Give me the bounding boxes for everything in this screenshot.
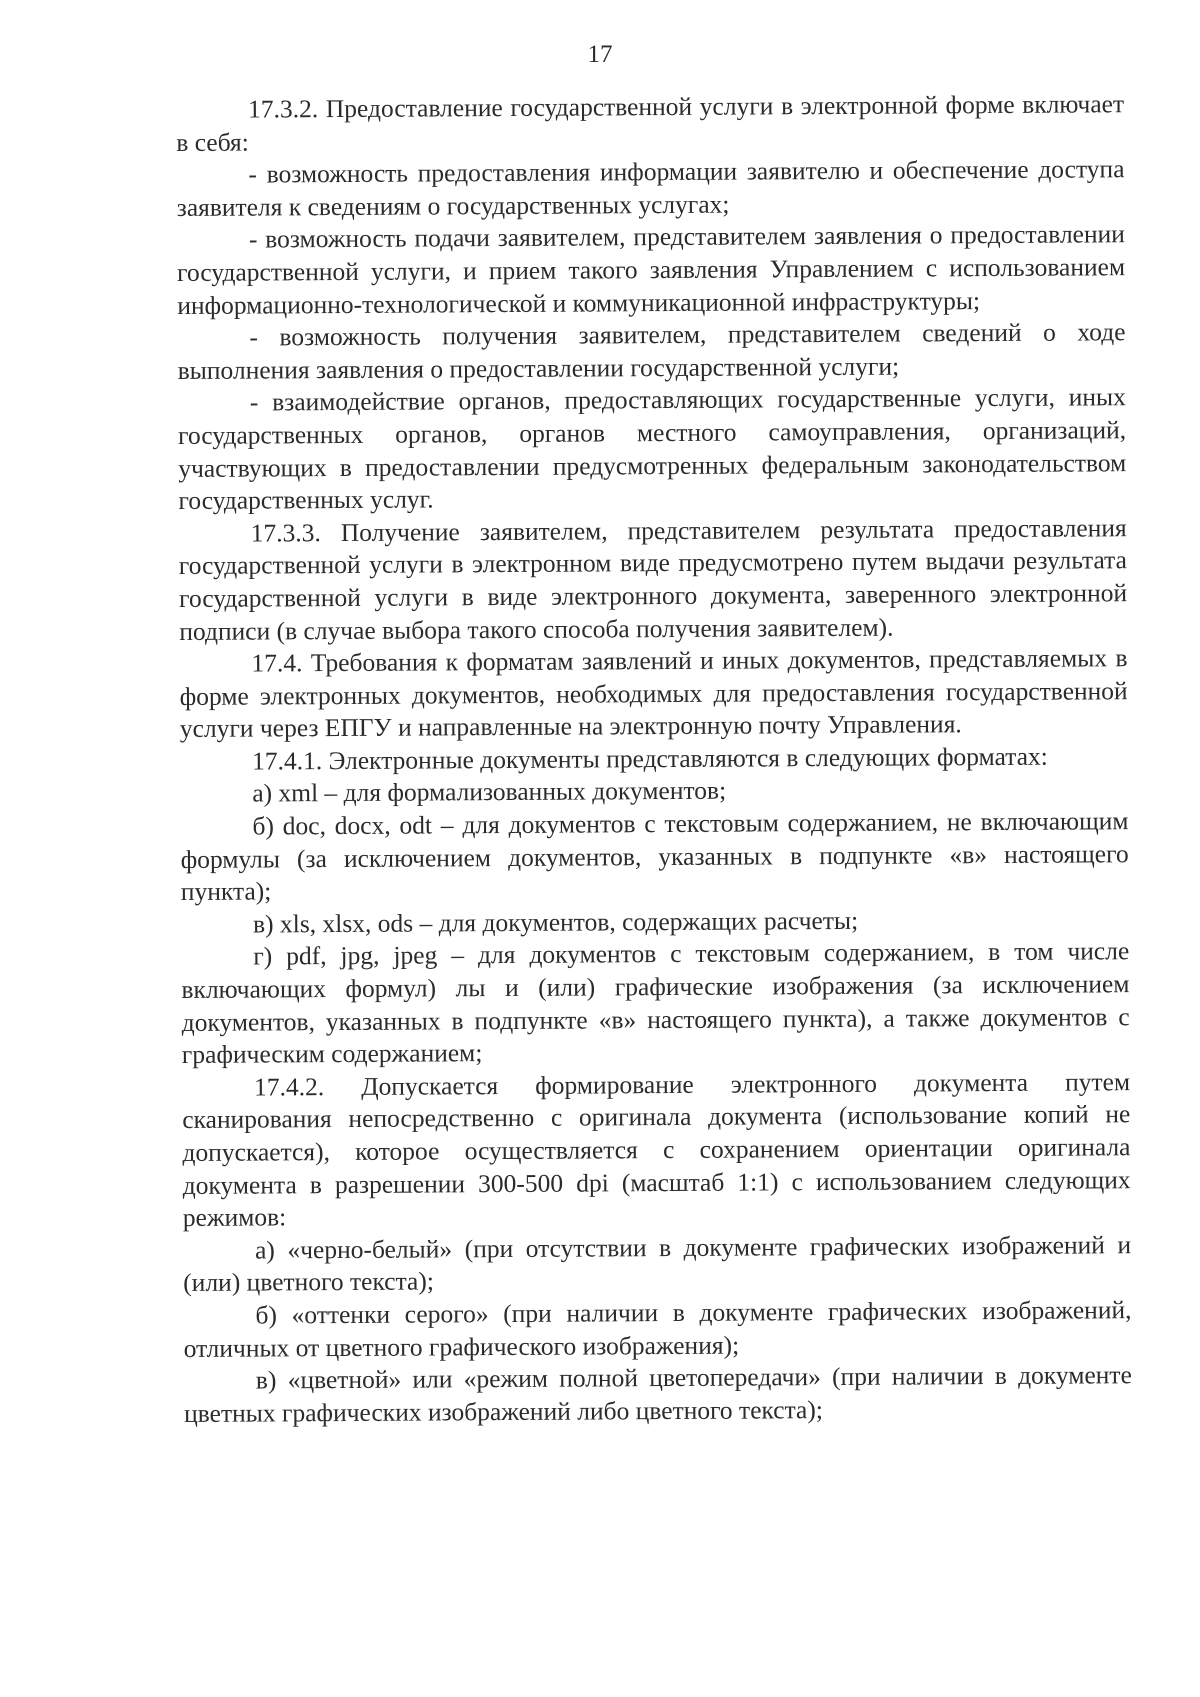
list-item-progress-information: - возможность получения заявителем, представителем сведений о ходе выполнения заявления о предоставлении государственной услуги; (177, 317, 1126, 385)
list-item-information-access: - возможность предоставления информации заявителю и обеспечение доступа заявителя к сведениям о государственных услугах; (176, 154, 1125, 222)
format-item-pdf: г) pdf, jpg, jpeg – для документов с текстовым содержанием, в том числе включающих формул) лы и (или) графические изображения (за исключением документов, указанных в подпункте «в» настоящего пункта), а также документов с графическим содержанием; (181, 936, 1130, 1070)
scan-mode-grayscale: б) «оттенки серого» (при наличии в документе графических изображений, отличных от цветного графического изображения); (183, 1295, 1132, 1363)
list-item-application-submission: - возможность подачи заявителем, представителем заявления о предоставлении государственной услуги, и прием такого заявления Управлением с использованием информационно-технологической и коммуникационной инфраструктуры; (177, 219, 1126, 320)
list-item-interaction-of-bodies: - взаимодействие органов, предоставляющих государственные услуги, иных государственных органов, органов местного самоуправления, организаций, участвующих в предоставлении предусмотренных федеральным законодательством государственных услуг. (177, 382, 1127, 516)
format-item-doc: б) doc, docx, odt – для документов с текстовым содержанием, не включающим формулы (за исключением документов, указанных в подпункте «в» настоящего пункта); (180, 806, 1129, 907)
scan-mode-black-white: а) «черно-белый» (при отсутствии в документе графических изображений и (или) цветного текста); (183, 1229, 1132, 1298)
paragraph-17-4: 17.4. Требования к форматам заявлений и иных документов, представляемых в форме электронных документов, необходимых для предоставления государственной услуги через ЕПГУ и направленные на электронную почту Управления. (179, 643, 1128, 744)
paragraph-17-4-1: 17.4.1. Электронные документы представляются в следующих форматах: (251, 741, 1048, 776)
format-item-xml: а) xml – для формализованных документов; (252, 776, 727, 809)
paragraph-17-4-2: 17.4.2. Допускается формирование электронного документа путем сканирования непосредственно с оригинала документа (использование копий не допускается), которое осуществляется с сохранением ориентации оригинала документа в разрешении 300-500 dpi (масштаб 1:1) с использованием следующих режимов: (182, 1067, 1131, 1233)
paragraph-17-3-2: 17.3.2. Предоставление государственной услуги в электронной форме включает в себя: (176, 89, 1125, 157)
document-body (176, 88, 1132, 1430)
paragraph-17-3-3: 17.3.3. Получение заявителем, представителем результата предоставления государственной услуги в электронном виде предусмотрено путем выдачи результата государственной услуги в виде электронного документа, заверенного электронной подписи (в случае выбора такого способа получения заявителем). (178, 512, 1128, 646)
scan-mode-color: в) «цветной» или «режим полной цветопередачи» (при наличии в документе цветных графических изображений либо цветного текста); (183, 1360, 1132, 1428)
page-number: 17 (587, 41, 613, 68)
format-item-xls: в) xls, xlsx, ods – для документов, содержащих расчеты; (252, 905, 859, 939)
